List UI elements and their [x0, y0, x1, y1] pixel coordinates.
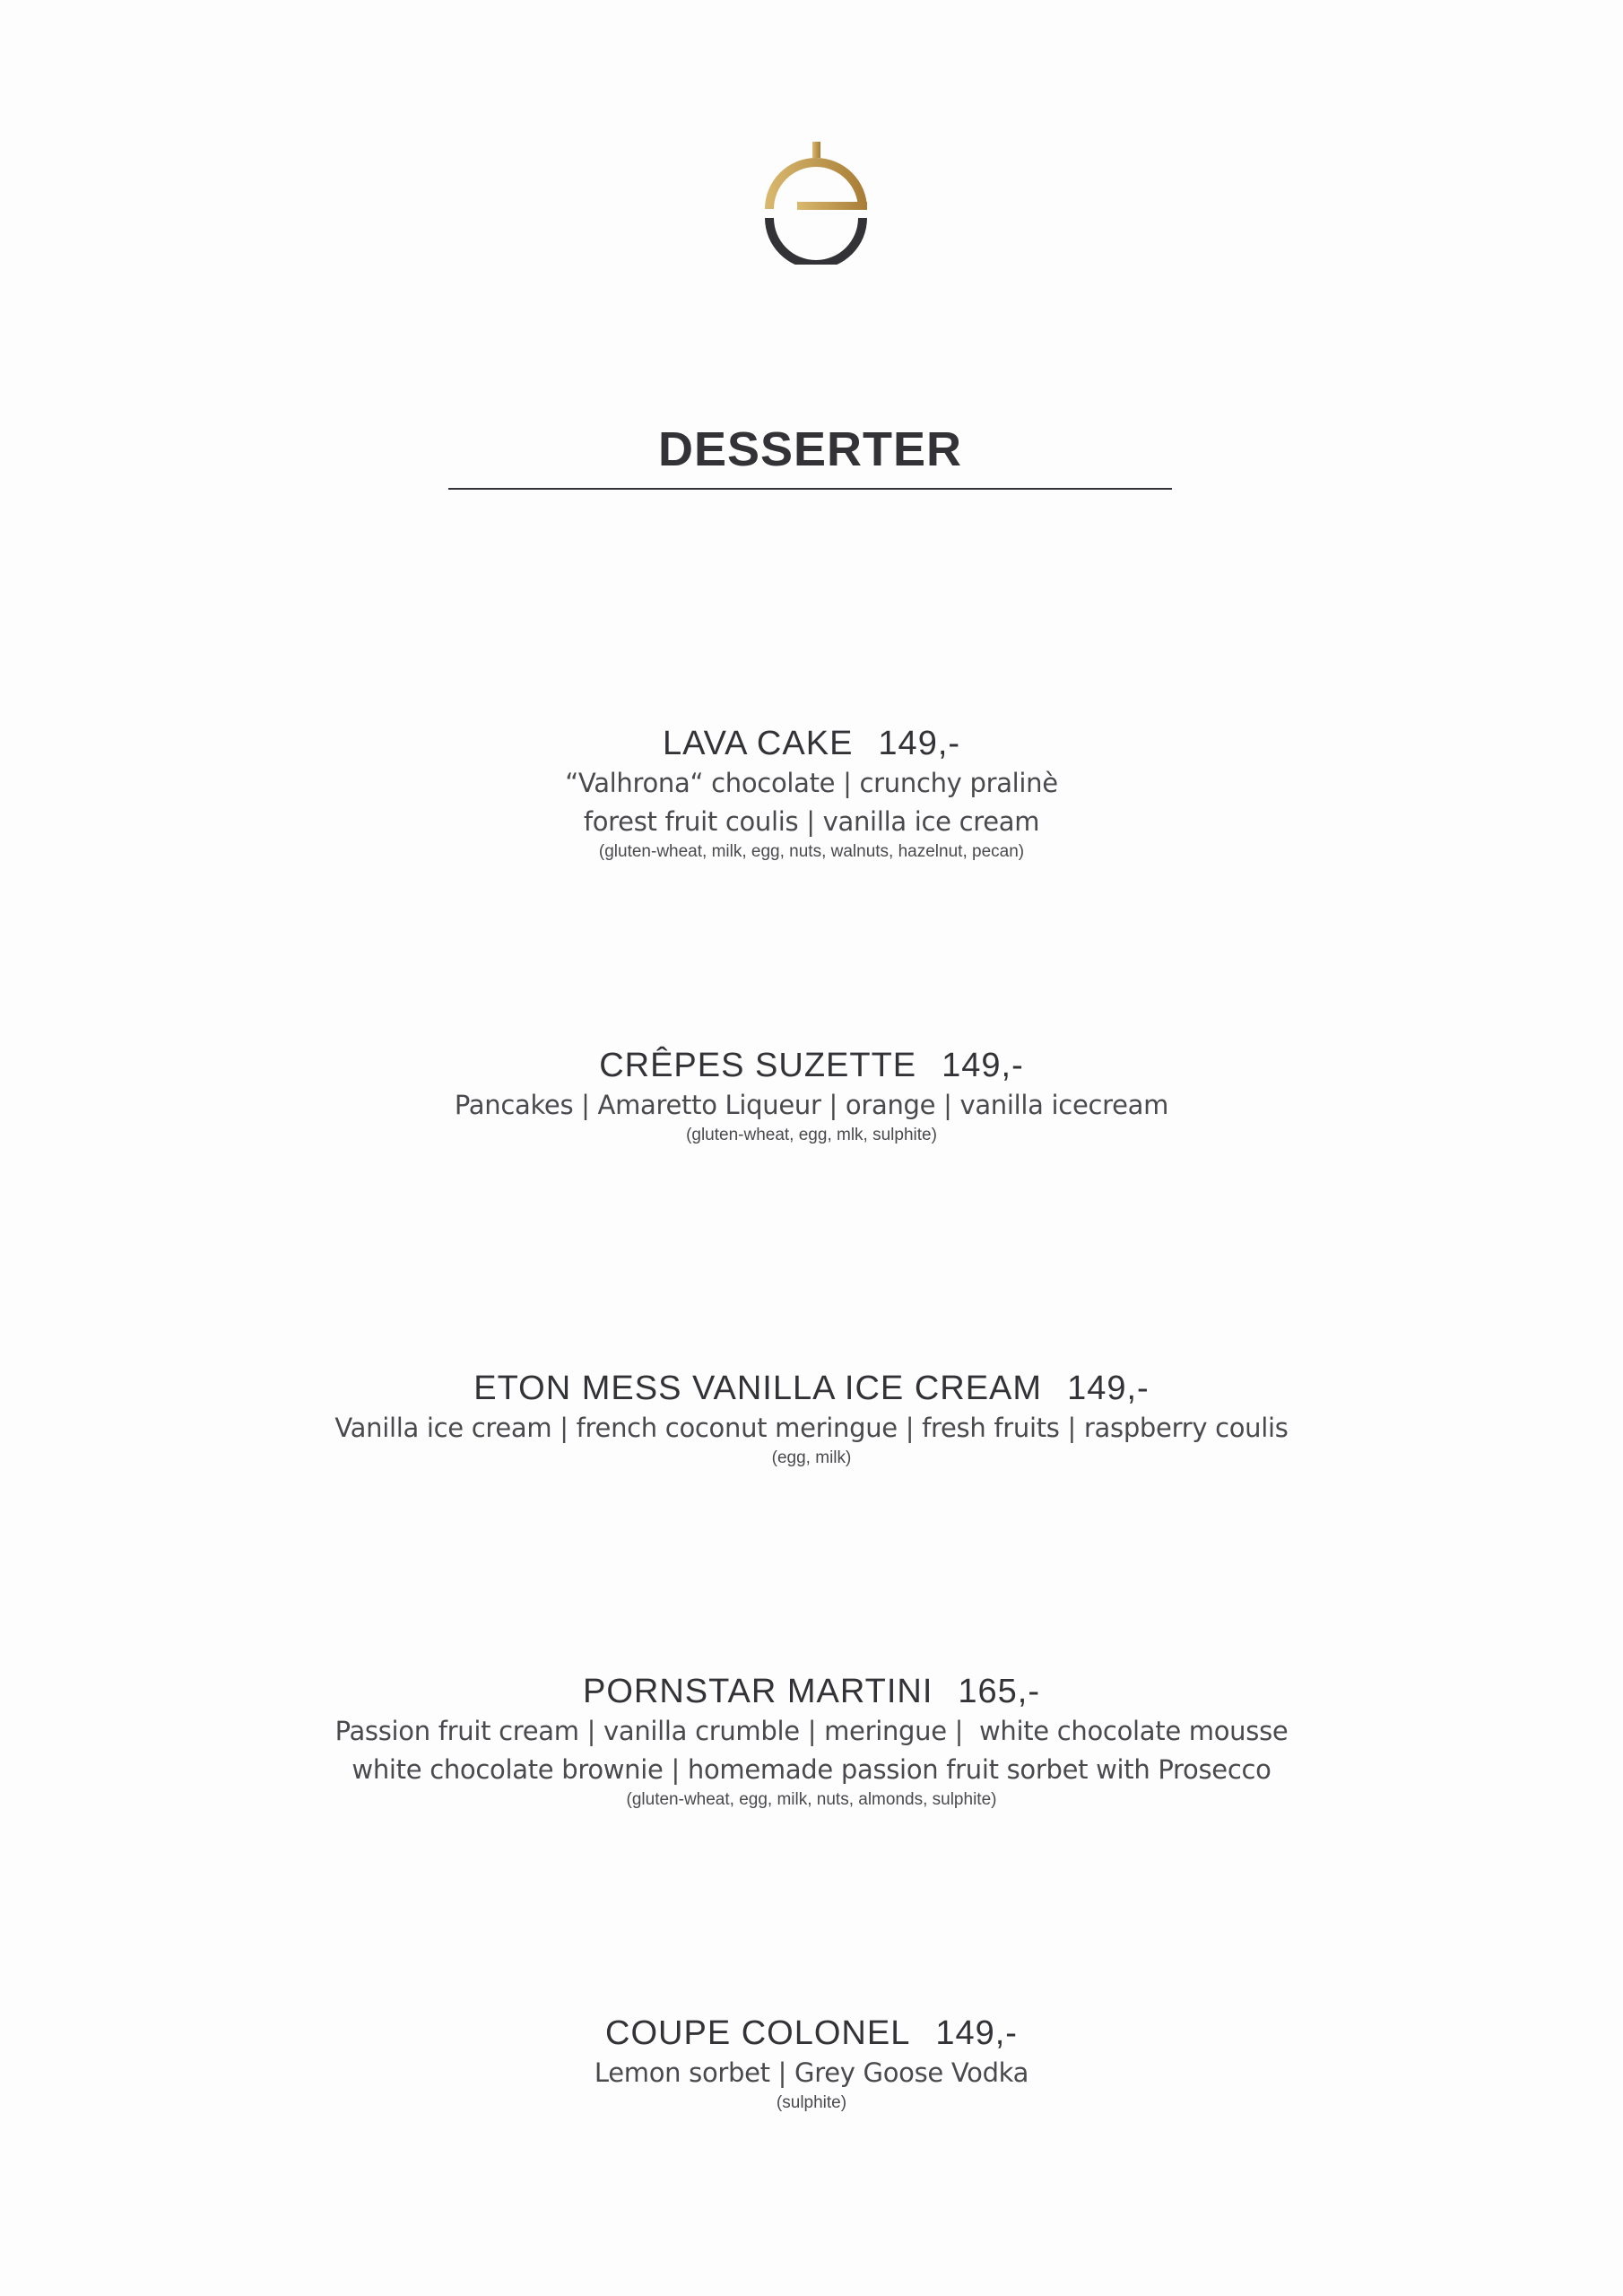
menu-item-name: ETON MESS VANILLA ICE CREAM: [473, 1370, 1043, 1407]
menu-item-description: Vanilla ice cream | french coconut meringue | fresh fruits | raspberry coulis: [334, 1413, 1289, 1443]
menu-item-allergens: (egg, milk): [771, 1448, 852, 1467]
menu-item-name: CRÊPES SUZETTE: [599, 1047, 917, 1084]
menu-item-description: “Valhrona“ chocolate | crunchy pralinè: [565, 768, 1058, 798]
menu-item-heading: [0, 2013, 1623, 2054]
menu-item-price: 165,-: [958, 1673, 1041, 1710]
menu-item-price: 149,-: [878, 725, 961, 762]
menu-item-allergens: (gluten-wheat, egg, milk, nuts, almonds, sulphite): [626, 1790, 997, 1809]
menu-item-price: 149,-: [1067, 1370, 1150, 1407]
menu-item-heading: [0, 1368, 1623, 1409]
e-circle-logo-icon: [758, 139, 874, 265]
menu-item-description: Passion fruit cream | vanilla crumble | meringue | white chocolate mousse: [334, 1716, 1289, 1746]
menu-item-description: white chocolate brownie | homemade passion fruit sorbet with Prosecco: [352, 1754, 1271, 1785]
menu-item-name: LAVA CAKE: [662, 725, 854, 762]
menu-item-heading: [0, 1045, 1623, 1086]
menu-item-name: COUPE COLONEL: [605, 2014, 911, 2052]
menu-item-allergens: (sulphite): [776, 2093, 847, 2112]
menu-item-allergens: (gluten-wheat, milk, egg, nuts, walnuts, hazelnut, pecan): [598, 842, 1025, 861]
menu-item: [0, 1368, 1623, 1469]
menu-item-description: forest fruit coulis | vanilla ice cream: [583, 806, 1040, 837]
menu-item-description: Lemon sorbet | Grey Goose Vodka: [594, 2057, 1029, 2088]
menu-item: [0, 723, 1623, 863]
menu-item-price: 149,-: [942, 1047, 1024, 1084]
title-divider: [448, 488, 1172, 490]
menu-item-allergens: (gluten-wheat, egg, mlk, sulphite): [686, 1126, 937, 1144]
menu-item-name: PORNSTAR MARTINI: [582, 1673, 933, 1710]
menu-item-description: Pancakes | Amaretto Liqueur | orange | vanilla icecream: [454, 1090, 1169, 1120]
menu-item: [0, 1045, 1623, 1146]
page-title: DESSERTER: [657, 422, 963, 476]
menu-item-heading: [0, 723, 1623, 764]
menu-item: [0, 1671, 1623, 1811]
menu-item-heading: [0, 1671, 1623, 1712]
menu-item-price: 149,-: [935, 2014, 1018, 2052]
menu-item: [0, 2013, 1623, 2114]
